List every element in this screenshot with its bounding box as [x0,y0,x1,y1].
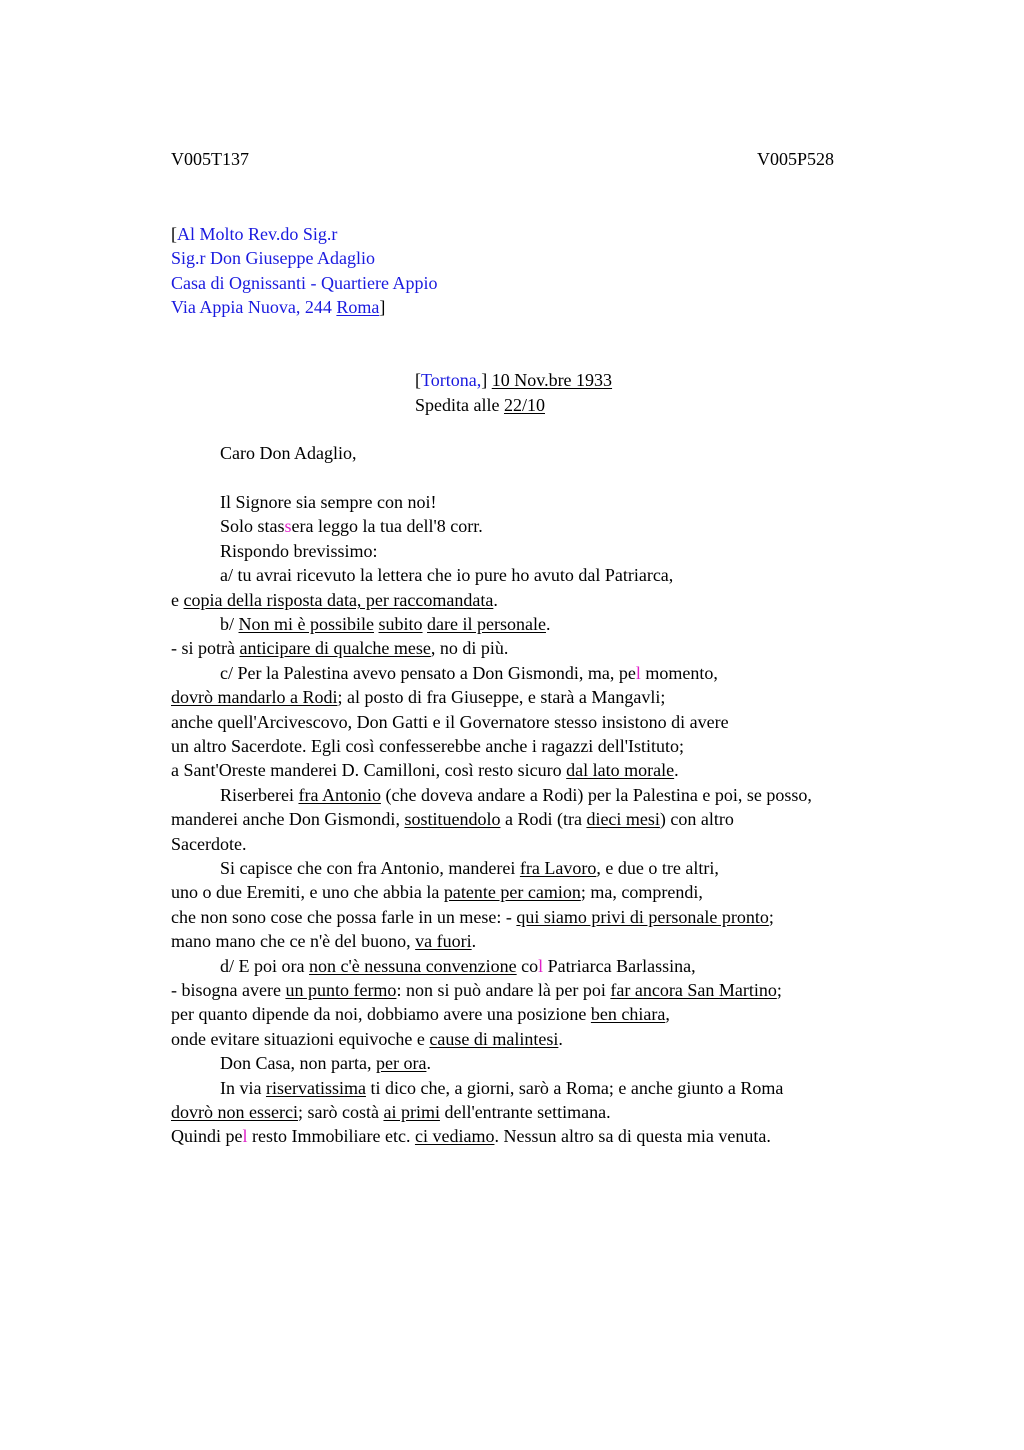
body-line [171,637,508,661]
body-text: a Sant'Oreste manderei D. Camilloni, così resto sicuro [171,760,567,780]
body-line [171,808,734,832]
body-text: In via [220,1078,266,1098]
body-text: ti dico che, a giorni, sarò a Roma; e anche giunto a Roma [365,1078,784,1098]
addressee-city: Roma [336,297,380,317]
body-line [220,515,483,539]
sent-prefix: Spedita alle [415,395,504,415]
body-text: anche quell'Arcivescovo, Don Gatti e il Governatore stesso insistono di avere [171,712,729,732]
body-line [171,1003,670,1027]
body-line [171,735,684,759]
underlined-phrase: anticipare di qualche mese [239,638,431,658]
body-text: uno o due Eremiti, e uno che abbia la [171,882,444,902]
body-text: , no di più. [430,638,509,658]
underlined-phrase: fra Antonio [298,785,381,805]
body-text: . [674,760,679,780]
bracket-close: ] [379,297,386,317]
body-text: resto Immobiliare etc. [247,1126,415,1146]
underlined-phrase: un punto fermo [285,980,397,1000]
body-text: mano mano che ce n'è del buono, [171,931,416,951]
body-line [171,930,476,954]
body-text: e [171,590,184,610]
body-text: - si potrà [171,638,240,658]
underlined-phrase: qui siamo privi di personale pronto [516,907,769,927]
body-line [220,540,378,564]
body-text: ; sarò costà [297,1102,384,1122]
underlined-phrase: riservatissima [265,1078,366,1098]
body-text: : non si può andare là per poi [396,980,611,1000]
underlined-phrase: dare il personale [427,614,546,634]
body-line [171,881,703,905]
document-code-left: V005T137 [171,149,249,169]
body-text: Sacerdote. [171,834,247,854]
body-text: ; al posto di fra Giuseppe, e starà a Mangavli; [337,687,666,707]
body-line [220,955,696,979]
body-text: che non sono cose che possa farle in un mese: - [171,907,517,927]
body-text: manderei anche Don Gismondi, [171,809,405,829]
body-text: Patriarca Barlassina, [543,956,696,976]
addressee-line-3: Casa di Ognissanti - Quartiere Appio [171,273,438,293]
underlined-phrase: dieci mesi [586,809,660,829]
underlined-phrase: per ora [375,1053,427,1073]
underlined-phrase: dovrò non esserci [171,1102,298,1122]
body-text: co [516,956,539,976]
sent-time-line [415,394,545,418]
body-text: dell'entrante settimana. [439,1102,611,1122]
body-text: , [665,1004,670,1024]
body-line [171,1028,563,1052]
addressee-street: Via Appia Nuova, 244 [171,297,337,317]
body-text: . [558,1029,563,1049]
body-text: Solo stas [220,516,285,536]
body-line [171,1125,771,1149]
underlined-phrase: non c'è nessuna convenzione [308,956,517,976]
body-text: . [471,931,477,951]
body-line [171,833,246,857]
underlined-phrase: sostituendolo [404,809,501,829]
underlined-phrase: ai primi [383,1102,440,1122]
body-line [171,979,782,1003]
body-text: Riserberei [220,785,299,805]
body-line [220,662,718,686]
underlined-phrase: far ancora San Martino [610,980,777,1000]
body-text: per quanto dipende da noi, dobbiamo avere una posizione [171,1004,591,1024]
underlined-phrase: dovrò mandarlo a Rodi [171,687,338,707]
body-text: era leggo la tua dell'8 corr. [291,516,483,536]
underlined-phrase: copia della risposta data, per raccomandata [183,590,494,610]
underlined-phrase: subito [378,614,423,634]
body-text: Il Signore sia sempre con noi! [220,492,437,512]
body-line [220,784,812,808]
body-text: Don Casa, non parta, [220,1053,376,1073]
body-text: . [426,1053,431,1073]
underlined-phrase: ci vediamo [414,1126,495,1146]
body-text: . [493,590,498,610]
dateline-place: Tortona, [421,370,482,390]
body-text: d/ E poi ora [220,956,309,976]
body-line [171,1101,611,1125]
addressee-line-4 [171,296,385,320]
body-text: Quindi pe [171,1126,243,1146]
body-text: ) con altro [659,809,734,829]
body-text: momento, [640,663,718,683]
body-text: Rispondo brevissimo: [220,541,378,561]
body-line [220,491,436,515]
body-line [220,613,550,637]
body-text: ; [768,907,774,927]
body-line [171,711,729,735]
body-text: onde evitare situazioni equivoche e [171,1029,430,1049]
body-text: . [545,614,551,634]
addressee-title: Al Molto Rev.do Sig.r [177,224,338,244]
underlined-phrase: dal lato morale [566,760,675,780]
document-code-right: V005P528 [757,149,835,169]
body-text: a Rodi (tra [500,809,587,829]
body-line [220,857,719,881]
body-text: Si capisce che con fra Antonio, manderei [220,858,520,878]
addressee-line-1 [171,223,337,247]
body-line [171,759,679,783]
underlined-phrase: Non mi è possibile [238,614,375,634]
sent-time: 22/10 [503,395,545,415]
bracket-open: [ [171,224,177,244]
body-line [220,564,673,588]
body-text: ; ma, comprendi, [580,882,703,902]
body-line [171,686,665,710]
dateline-bracket-open: [ [415,370,421,390]
underlined-phrase: patente per camion [443,882,581,902]
body-text: a/ tu avrai ricevuto la lettera che io pure ho avuto dal Patriarca, [220,565,674,585]
body-line [220,1077,783,1101]
body-line [171,589,498,613]
body-text: . Nessun altro sa di questa mia venuta. [494,1126,771,1146]
correction-mark: s [284,516,292,536]
body-text: ; [776,980,782,1000]
body-text: (che doveva andare a Rodi) per la Palestina e poi, se posso, [380,785,812,805]
correction-mark: l [635,663,641,683]
body-text: c/ Per la Palestina avevo pensato a Don Gismondi, ma, pe [220,663,636,683]
addressee-line-2: Sig.r Don Giuseppe Adaglio [171,248,375,268]
dateline [415,369,612,393]
body-text: - bisogna avere [171,980,286,1000]
body-text: , e due o tre altri, [596,858,719,878]
correction-mark: l [242,1126,248,1146]
body-line [220,1052,431,1076]
body-text: un altro Sacerdote. Egli così confesserebbe anche i ragazzi dell'Istituto; [171,736,685,756]
correction-mark: l [538,956,544,976]
body-text: b/ [220,614,239,634]
underlined-phrase: ben chiara [590,1004,666,1024]
underlined-phrase: va fuori [415,931,472,951]
underlined-phrase: fra Lavoro [519,858,597,878]
dateline-bracket-close: ] [481,370,492,390]
underlined-phrase: cause di malintesi [429,1029,559,1049]
salutation: Caro Don Adaglio, [220,443,357,463]
dateline-date: 10 Nov.bre 1933 [491,370,613,390]
body-line [171,906,774,930]
